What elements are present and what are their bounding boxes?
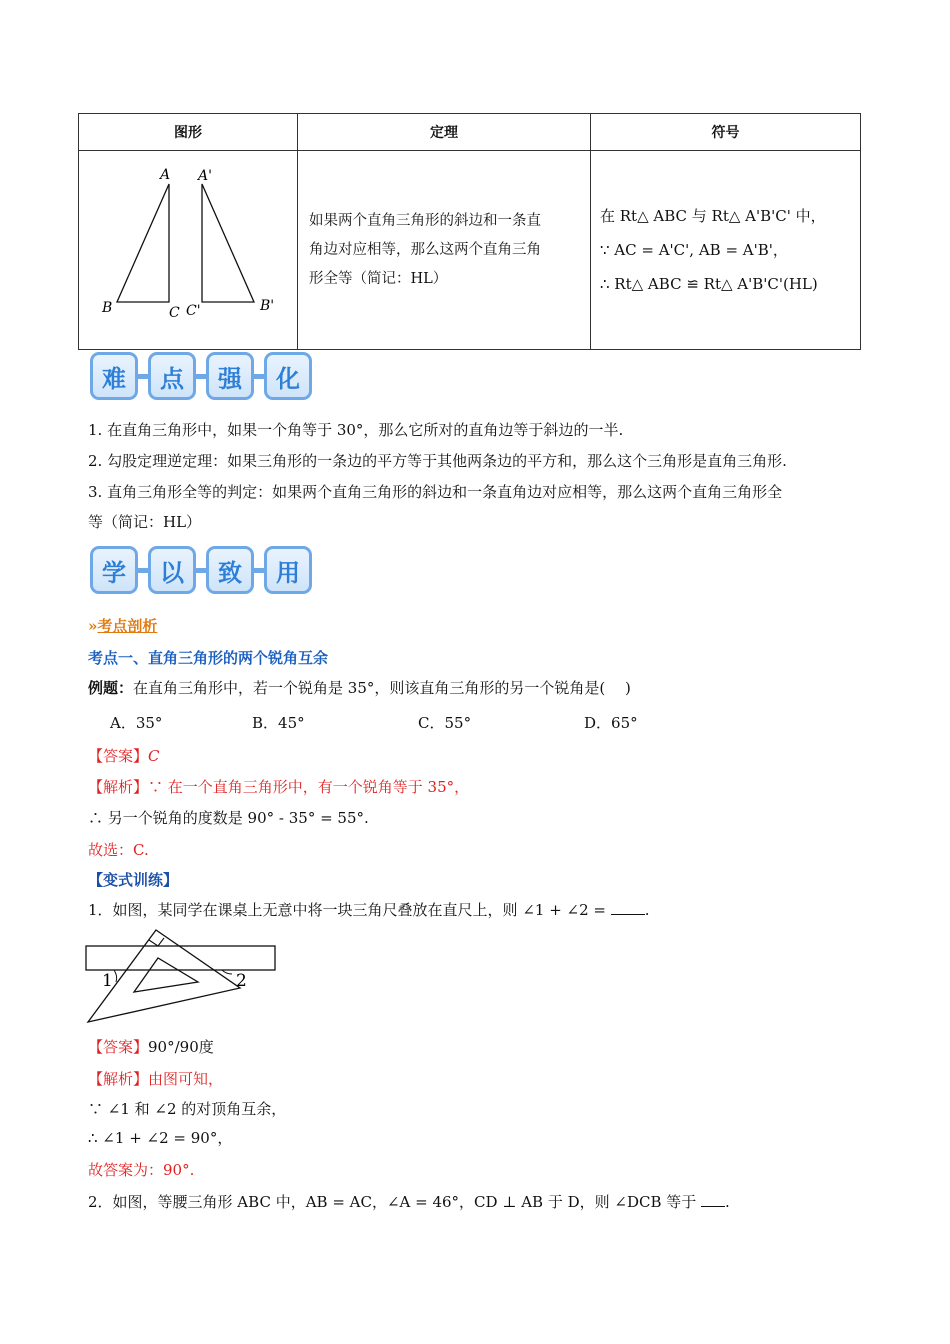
key-point: 2. 勾股定理逆定理：如果三角形的一条边的平方等于其他两条边的平方和，那么这个三角形是直角三角形. <box>88 452 787 470</box>
banner-tile: 强 <box>206 352 254 400</box>
option-c: C．55° <box>418 714 472 732</box>
banner-tile: 化 <box>264 352 312 400</box>
label-c2: C' <box>186 303 201 319</box>
answer-blank <box>611 900 645 915</box>
right-angle-mark <box>149 938 164 946</box>
analysis-line: 【解析】由图可知， <box>88 1070 224 1088</box>
theorem-cell <box>298 151 591 350</box>
label-b2: B' <box>260 298 275 314</box>
question-1-text: 1．如图，某同学在课桌上无意中将一块三角尺叠放在直尺上，则 ∠1 + ∠2 = <box>88 901 606 919</box>
example-line <box>88 678 631 698</box>
answer-2 <box>88 1037 214 1057</box>
analysis-line: ∴ 另一个锐角的度数是 90° - 35° = 55°. <box>88 809 369 827</box>
variant-tag: 【变式训练】 <box>88 871 179 889</box>
banner-key-points <box>90 352 312 400</box>
question-2: 2．如图，等腰三角形 ABC 中，AB = AC，∠A = 46°，CD ⊥ AB 于 D，则 ∠DCB 等于 . <box>88 1193 730 1211</box>
theorem-line: 如果两个直角三角形的斜边和一条直 <box>309 212 541 229</box>
key-point: 1. 在直角三角形中，如果一个角等于 30°，那么它所对的直角边等于斜边的一半. <box>88 421 624 439</box>
angle-1-label: 1 <box>102 971 113 991</box>
triangle-abc <box>117 184 169 302</box>
angle-2-label: 2 <box>236 971 247 991</box>
symbol-line: ∵ AC = A'C', AB = A'B'， <box>600 241 788 259</box>
analysis-line: 故答案为：90°. <box>88 1161 195 1179</box>
banner-tile: 难 <box>90 352 138 400</box>
option-b: B．45° <box>252 714 305 732</box>
option-a: A．35° <box>110 714 163 732</box>
answer-tag: 【答案】 <box>88 1038 149 1056</box>
theorem-line: 形全等（简记：HL） <box>309 270 448 287</box>
topic-title: 考点一、直角三角形的两个锐角互余 <box>88 649 329 667</box>
question-1: 1．如图，某同学在课桌上无意中将一块三角尺叠放在直尺上，则 ∠1 + ∠2 = . <box>88 901 650 919</box>
symbol-cell <box>591 151 861 350</box>
banner-tile: 以 <box>148 546 196 594</box>
analysis-line: ∵ ∠1 和 ∠2 的对顶角互余， <box>88 1100 287 1118</box>
header-symbol: 符号 <box>591 114 861 151</box>
theorem-table <box>78 113 861 350</box>
answer-1 <box>88 746 160 766</box>
figure-cell <box>79 151 298 350</box>
section-heading <box>88 616 157 636</box>
angle-1-arc <box>114 970 117 982</box>
label-a: A <box>160 167 171 183</box>
banner-tile: 用 <box>264 546 312 594</box>
header-theorem: 定理 <box>298 114 591 151</box>
congruent-triangles-figure <box>80 152 296 344</box>
header-figure: 图形 <box>79 114 298 151</box>
example-text: 在直角三角形中，若一个锐角是 35°，则该直角三角形的另一个锐角是( ) <box>133 679 631 697</box>
banner-practice <box>90 546 312 594</box>
analysis-line: 【解析】∵ 在一个直角三角形中，有一个锐角等于 35°， <box>88 778 470 796</box>
symbol-line: 在 Rt△ ABC 与 Rt△ A'B'C' 中， <box>600 207 826 225</box>
analysis-line: 故选：C. <box>88 841 149 859</box>
banner-tile: 致 <box>206 546 254 594</box>
option-d: D．65° <box>584 714 638 732</box>
example-label: 例题： <box>88 679 134 697</box>
question-2-text: 2．如图，等腰三角形 ABC 中，AB = AC，∠A = 46°，CD ⊥ AB 于 D，则 ∠DCB 等于 <box>88 1193 697 1211</box>
banner-tile: 点 <box>148 352 196 400</box>
answer-blank <box>701 1192 725 1207</box>
label-c: C <box>169 305 180 321</box>
theorem-line: 角边对应相等，那么这两个直角三角 <box>309 241 541 258</box>
answer-value: C <box>148 747 160 765</box>
double-chevron-icon: » <box>88 617 98 635</box>
symbol-line: ∴ Rt△ ABC ≌ Rt△ A'B'C'(HL) <box>600 275 818 293</box>
key-point: 等（简记：HL） <box>88 513 202 531</box>
ruler <box>86 946 275 970</box>
label-a2: A' <box>198 168 212 184</box>
section-title: 考点剖析 <box>97 617 158 635</box>
key-point: 3. 直角三角形全等的判定：如果两个直角三角形的斜边和一条直角边对应相等，那么这两个直角三角形全 <box>88 483 783 501</box>
label-b: B <box>102 300 113 316</box>
ruler-triangle-figure <box>82 926 282 1028</box>
answer-value: 90°/90度 <box>148 1038 214 1056</box>
analysis-line: ∴ ∠1 + ∠2 = 90°， <box>88 1129 233 1147</box>
triangle-a2b2c2 <box>202 184 254 302</box>
set-square-inner <box>134 958 198 992</box>
banner-tile: 学 <box>90 546 138 594</box>
answer-tag: 【答案】 <box>88 747 149 765</box>
